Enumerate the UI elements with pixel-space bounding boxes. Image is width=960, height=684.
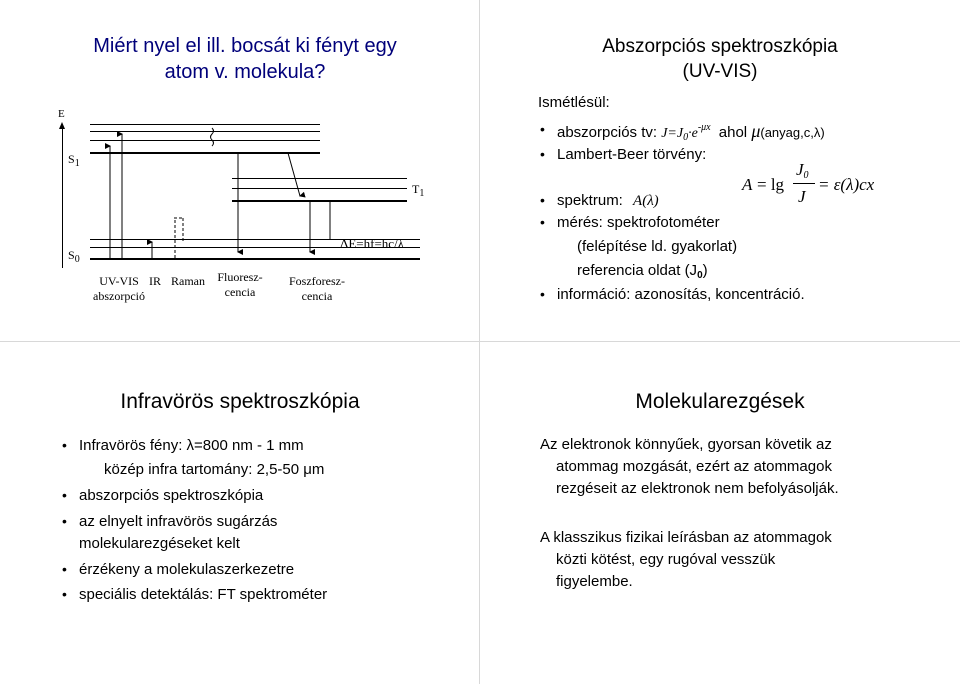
- energy-formula: ΔE=hf=hc/λ: [340, 236, 404, 251]
- slide3-bullet-vibrations-2: molekularezgéseket kelt: [79, 535, 240, 552]
- slide1-title-line2: atom v. molekula?: [164, 61, 326, 83]
- slide4-p1-line1: Az elektronok könnyűek, gyorsan követik az: [540, 436, 832, 453]
- slide3-title: Infravörös spektroszkópia: [120, 390, 360, 413]
- slide3-bullet-detection: • speciális detektálás: FT spektrométer: [79, 586, 327, 603]
- label-raman: Raman: [171, 274, 205, 288]
- slide3-bullet-sensitive: • érzékeny a molekulaszerkezetre: [79, 561, 294, 578]
- slide2-bullet-lambert-beer: • Lambert-Beer törvény:: [557, 146, 706, 163]
- slide3-bullet-vibrations-1: • az elnyelt infravörös sugárzás: [79, 513, 277, 530]
- formula-A: A: [742, 175, 753, 194]
- label-uvvis: UV-VIS abszorpció: [93, 274, 145, 303]
- isc-arrow: [288, 153, 300, 196]
- formula-lg: = lg: [757, 175, 785, 194]
- slide2-intro: Ismétlésül:: [538, 94, 610, 111]
- level-t1-label: $T_1$: [412, 182, 425, 199]
- slide4-p2-line1: A klasszikus fizikai leírásban az atommagok: [540, 529, 832, 546]
- slide4-p1-line3: rezgéseit az elektronok nem befolyásolják.: [556, 480, 839, 497]
- slide3-bullet-absorption: • abszorpciós spektroszkópia: [79, 487, 263, 504]
- slide4-p1-line2: atommag mozgását, ezért az atommagok: [556, 458, 832, 475]
- slide4-p2-line3: figyelembe.: [556, 573, 633, 590]
- slide2-title-line1: Abszorpciós spektroszkópia: [602, 36, 838, 57]
- slide2-measurement-sub2: referencia oldat $(J_0)$: [577, 262, 708, 281]
- formula-denominator: J: [798, 187, 806, 206]
- label-ir: IR: [149, 274, 161, 288]
- label-fluorescence: Fluoresz- cencia: [217, 270, 263, 299]
- slide4-title: Molekularezgések: [635, 390, 805, 413]
- formula-numerator: $J_0$: [796, 160, 809, 181]
- slide2-bullet-measurement: • mérés: spektrofotométer: [557, 214, 720, 231]
- slide-uvvis: [480, 0, 960, 342]
- slide-infrared: [0, 342, 480, 684]
- slide3-mid-ir-range: közép infra tartomány: 2,5-50 μm: [104, 461, 325, 478]
- slide3-bullet-ir-light: • Infravörös fény: λ=800 nm - 1 mm: [79, 437, 304, 454]
- level-s0-label: $S_0$: [68, 248, 80, 265]
- formula-fraction-bar: [793, 183, 815, 184]
- slide1-title-line1: Miért nyel el ill. bocsát ki fényt egy: [93, 35, 397, 57]
- slide2-bullet-spectrum: • spektrum: A(λ): [557, 192, 659, 210]
- label-phosphorescence: Foszforesz- cencia: [289, 274, 345, 303]
- slide-molecular-vibrations: [480, 342, 960, 684]
- relaxation-wave: [211, 128, 214, 146]
- slide2-bullet-information: • információ: azonosítás, koncentráció.: [557, 286, 805, 303]
- energy-axis-label: E: [58, 108, 65, 120]
- slide2-bullet-absorption-law: • abszorpciós tv: $J=J_0\cdot e^{-\mu x}$ ahol μ(anyag,c,λ): [557, 121, 825, 143]
- slide-energy-diagram: [0, 0, 480, 342]
- slide2-measurement-sub1: (felépítése ld. gyakorlat): [577, 238, 738, 255]
- formula-rhs: = ε(λ)cx: [818, 175, 875, 194]
- slide4-p2-line2: közti kötést, egy rugóval vesszük: [556, 551, 776, 568]
- slide2-title-line2: (UV-VIS): [682, 61, 758, 82]
- level-s1-label: $S_1$: [68, 152, 80, 169]
